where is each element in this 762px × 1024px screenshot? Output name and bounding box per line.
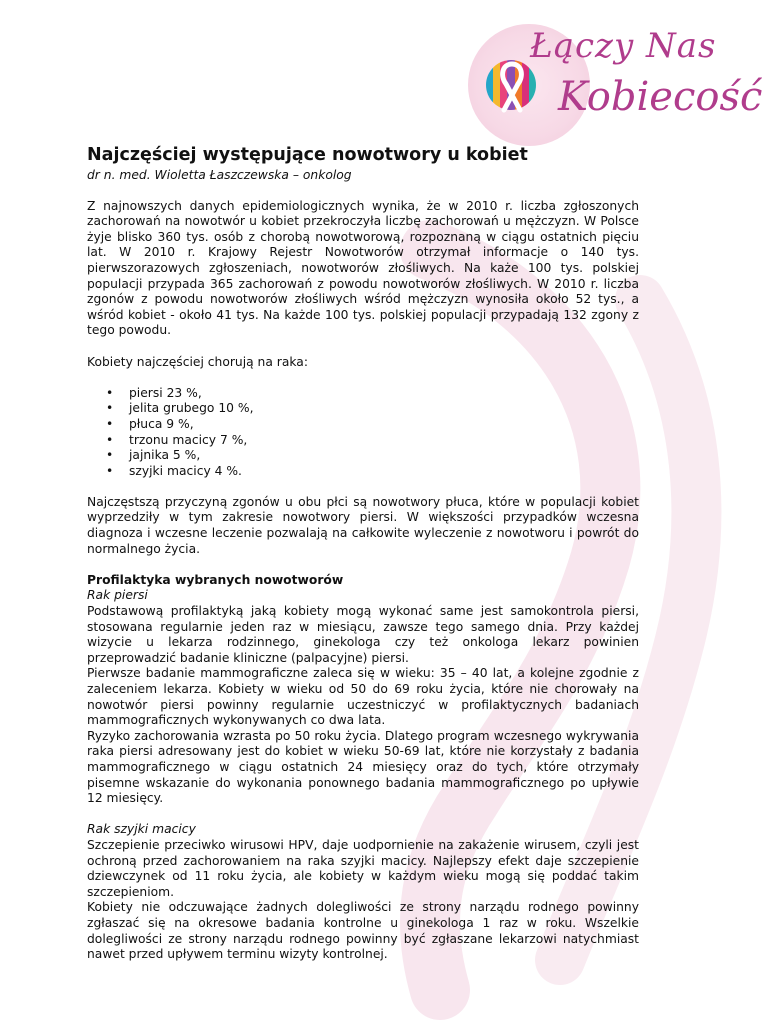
mortality-paragraph: Najczęstszą przyczyną zgonów u obu płci są nowotwory płuca, które w populacji kobiet wyprzedziły w tym zakresie nowotwory piersi. W większości przypadków wczesna diagnoza i wczesne leczenie pozwalają na całkowite wyleczenie z nowotworu i powrót do normalnego życia. (87, 494, 639, 556)
pink-ribbon-icon (496, 60, 528, 116)
cervix-paragraph: Szczepienie przeciwko wirusowi HPV, daje uodpornienie na zakażenie wirusem, czyli jest ochroną przed zachorowaniem na raka szyjki macicy. Najlepszy efekt daje szczepienie dziewczynek od 11 roku życia, ale kobiety w każdym wieku mogą się poddać takim szczepieniom. (87, 837, 639, 899)
breast-paragraph: Podstawową profilaktyką jaką kobiety mogą wykonać same jest samokontrola piersi, stosowana regularnie jeden raz w miesiącu, zawsze tego samego dnia. Przy każdej wizycie u lekarza rodzinnego, ginekologa czy też onkologa lekarz powinien przeprowadzić badanie kliniczne (palpacyjne) piersi. (87, 604, 639, 665)
logo-text-line1: Łączy Nas (530, 26, 717, 66)
breast-paragraph: Ryzyko zachorowania wzrasta po 50 roku życia. Dlatego program wczesnego wykrywania raka piersi adresowany jest do kobiet w wieku 50-69 lat, które nie korzystały z badania mammograficznego w ciągu ostatnich 24 miesięcy oraz do tych, które otrzymały pisemne wskazanie do wykonania ponownego badania mammograficznego po upływie 12 miesięcy. (87, 728, 639, 806)
breast-paragraph: Pierwsze badanie mammograficzne zaleca się w wieku: 35 – 40 lat, a kolejne zgodnie z zaleceniem lekarza. Kobiety w wieku od 50 do 69 roku życia, które nie chorowały na nowotwór piersi powinny regularnie uczestniczyć w profilaktycznych badaniach mammograficznych wykonywanych co dwa lata. (87, 666, 639, 728)
document-author: dr n. med. Wioletta Łaszczewska – onkolog (87, 168, 352, 182)
list-item: • piersi 23 %, (106, 385, 202, 400)
intro-paragraph: Z najnowszych danych epidemiologicznych wynika, że w 2010 r. liczba zgłoszonych zachorowań na nowotwór u kobiet przekroczyła liczbę zachorowań u mężczyzn. W Polsce żyje blisko 360 tys. osób z chorobą nowotworową, rozpoznaną w ciągu ostatnich pięciu lat. W 2010 r. Krajowy Rejestr Nowotworów otrzymał informacje o 140 tys. pierwszorazowych zgłoszeniach, nowotworów złośliwych. Na każe 100 tys. polskiej populacji przypada 365 zachorowań z powodu nowotworów złośliwych. W 2010 r. liczba zgonów z powodu nowotworów złośliwych wśród mężczyzn wynosiła około 52 tys., a wśród kobiet - około 41 tys. Na każde 100 tys. polskiej populacji przypadają 132 zgony z tego powodu. (87, 198, 639, 338)
document-title: Najczęściej występujące nowotwory u kobiet (87, 145, 528, 165)
cervical-cancer-heading: Rak szyjki macicy (87, 822, 196, 837)
logo-text-line2: Kobiecość (558, 74, 762, 120)
document-body (87, 145, 639, 963)
list-item: • płuca 9 %, (106, 416, 194, 431)
prevention-heading: Profilaktyka wybranych nowotworów (87, 572, 344, 587)
list-item: • trzonu macicy 7 %, (106, 432, 248, 447)
cancer-list (87, 386, 639, 480)
list-intro: Kobiety najczęściej chorują na raka: (87, 354, 308, 369)
list-item: • jelita grubego 10 %, (106, 401, 254, 416)
list-item: • jajnika 5 %, (106, 448, 201, 463)
logo (458, 24, 762, 150)
cervix-paragraph: Kobiety nie odczuwające żadnych dolegliwości ze strony narządu rodnego powinny zgłaszać się na okresowe badania kontrolne u ginekologa 1 raz w roku. Wszelkie dolegliwości ze strony narządu rodnego powinny być zgłaszane lekarzowi natychmiast nawet przed upływem terminu wizyty kontrolnej. (87, 900, 639, 962)
list-item: • szyjki macicy 4 %. (106, 463, 242, 478)
breast-cancer-heading: Rak piersi (87, 588, 148, 603)
